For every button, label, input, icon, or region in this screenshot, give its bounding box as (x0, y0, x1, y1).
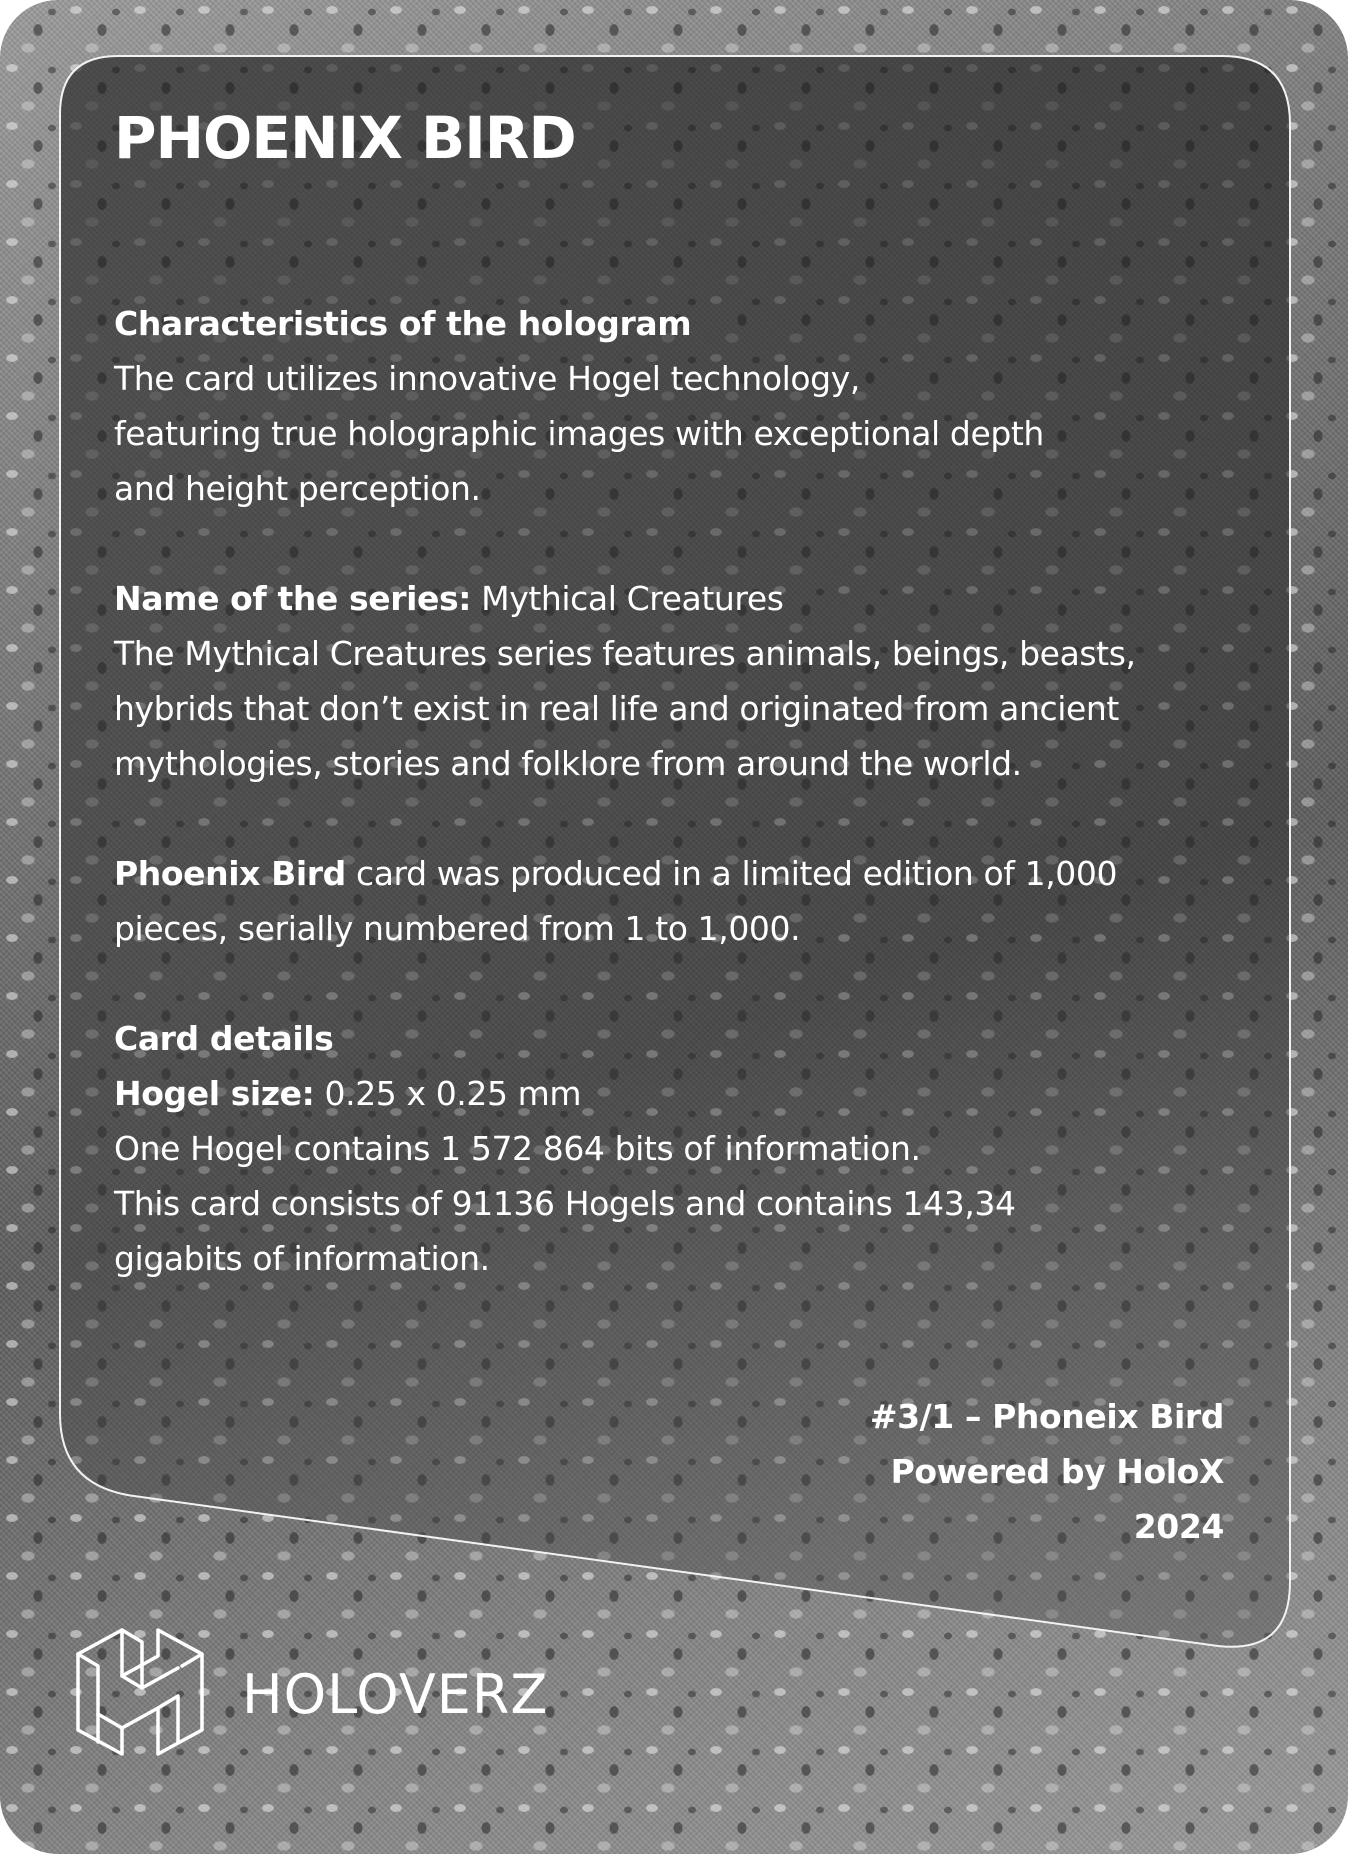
brand-name: HOLOVERZ (242, 1662, 549, 1726)
details-section (114, 1011, 1274, 1286)
details-heading: Card details (114, 1019, 334, 1058)
details-line: One Hogel contains 1 572 864 bits of information. (114, 1129, 921, 1168)
edition-text: card was produced in a limited edition of 1,000 (345, 854, 1118, 893)
holoverz-logo-icon (74, 1626, 206, 1762)
series-line: hybrids that don’t exist in real life and originated from ancient (114, 689, 1119, 728)
hologram-line: The card utilizes innovative Hogel technology, (114, 359, 860, 398)
hogel-size-label: Hogel size: (114, 1074, 315, 1113)
edition-line (114, 846, 1274, 901)
card-title: PHOENIX BIRD (114, 104, 576, 172)
year: 2024 (1133, 1507, 1224, 1546)
hologram-line: featuring true holographic images with exceptional depth (114, 414, 1044, 453)
series-value: Mythical Creatures (471, 579, 784, 618)
series-line: mythologies, stories and folklore from around the world. (114, 744, 1022, 783)
card-footer-info (870, 1389, 1224, 1554)
hogel-size-value: 0.25 x 0.25 mm (314, 1074, 582, 1113)
hogel-size-line (114, 1066, 1274, 1121)
serial-number: #3/1 – Phoneix Bird (869, 1397, 1224, 1436)
card-description (114, 296, 1274, 1341)
series-line: The Mythical Creatures series features animals, beings, beasts, (114, 634, 1136, 673)
brand (74, 1626, 548, 1762)
edition-section (114, 846, 1274, 956)
hologram-heading: Characteristics of the hologram (114, 304, 692, 343)
series-name-line (114, 571, 1274, 626)
edition-line: pieces, serially numbered from 1 to 1,000. (114, 909, 801, 948)
hologram-section (114, 296, 1274, 516)
hologram-line: and height perception. (114, 469, 481, 508)
details-line: gigabits of information. (114, 1239, 490, 1278)
series-label: Name of the series: (114, 579, 472, 618)
details-line: This card consists of 91136 Hogels and contains 143,34 (114, 1184, 1016, 1223)
powered-by: Powered by HoloX (890, 1452, 1224, 1491)
edition-name: Phoenix Bird (114, 854, 346, 893)
series-section (114, 571, 1274, 791)
